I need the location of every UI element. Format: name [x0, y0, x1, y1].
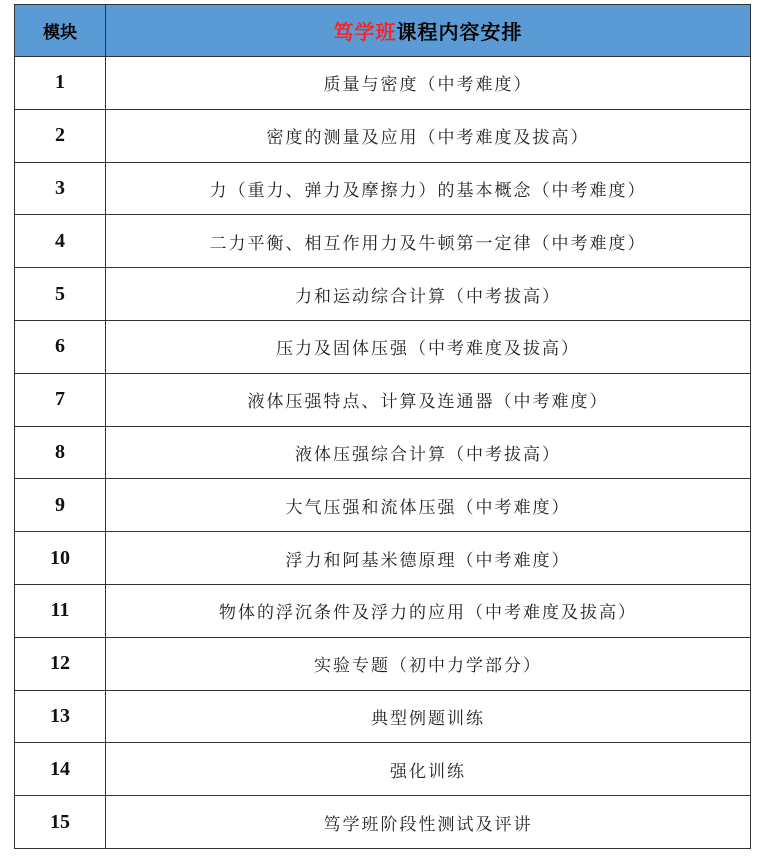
module-number: 12 [15, 637, 106, 690]
module-topic: 实验专题（初中力学部分） [106, 637, 751, 690]
module-topic: 物体的浮沉条件及浮力的应用（中考难度及拔高） [106, 584, 751, 637]
table-row [15, 584, 751, 637]
title-text: 课程内容安排 [396, 20, 523, 44]
table-body [15, 57, 751, 849]
table-row [15, 796, 751, 849]
table-row [15, 373, 751, 426]
table-row [15, 57, 751, 110]
module-number: 14 [15, 743, 106, 796]
module-topic: 压力及固体压强（中考难度及拔高） [106, 320, 751, 373]
module-number: 4 [15, 215, 106, 268]
module-number: 10 [15, 532, 106, 585]
table-row [15, 109, 751, 162]
module-number: 15 [15, 796, 106, 849]
module-number: 8 [15, 426, 106, 479]
table-row [15, 268, 751, 321]
table-title [106, 5, 751, 57]
table-row [15, 743, 751, 796]
table-row [15, 479, 751, 532]
module-topic: 笃学班阶段性测试及评讲 [106, 796, 751, 849]
module-number: 9 [15, 479, 106, 532]
module-topic: 力（重力、弹力及摩擦力）的基本概念（中考难度） [106, 162, 751, 215]
table-row [15, 637, 751, 690]
module-topic: 密度的测量及应用（中考难度及拔高） [106, 109, 751, 162]
table-row [15, 215, 751, 268]
module-topic: 强化训练 [106, 743, 751, 796]
module-number: 1 [15, 57, 106, 110]
module-number: 6 [15, 320, 106, 373]
module-number: 13 [15, 690, 106, 743]
module-topic: 液体压强特点、计算及连通器（中考难度） [106, 373, 751, 426]
module-number: 11 [15, 584, 106, 637]
table-row [15, 532, 751, 585]
table-header [15, 5, 751, 57]
table-row [15, 320, 751, 373]
table-row [15, 162, 751, 215]
module-number: 7 [15, 373, 106, 426]
module-topic: 液体压强综合计算（中考拔高） [106, 426, 751, 479]
course-schedule-table [14, 4, 751, 849]
module-topic: 大气压强和流体压强（中考难度） [106, 479, 751, 532]
module-number: 3 [15, 162, 106, 215]
module-number: 5 [15, 268, 106, 321]
module-topic: 质量与密度（中考难度） [106, 57, 751, 110]
header-row [15, 5, 751, 57]
module-column-header: 模块 [15, 5, 106, 57]
module-topic: 浮力和阿基米德原理（中考难度） [106, 532, 751, 585]
module-topic: 力和运动综合计算（中考拔高） [106, 268, 751, 321]
module-topic: 二力平衡、相互作用力及牛顿第一定律（中考难度） [106, 215, 751, 268]
table-row [15, 426, 751, 479]
module-number: 2 [15, 109, 106, 162]
brand-name: 笃学班 [333, 20, 397, 44]
table-row [15, 690, 751, 743]
module-topic: 典型例题训练 [106, 690, 751, 743]
